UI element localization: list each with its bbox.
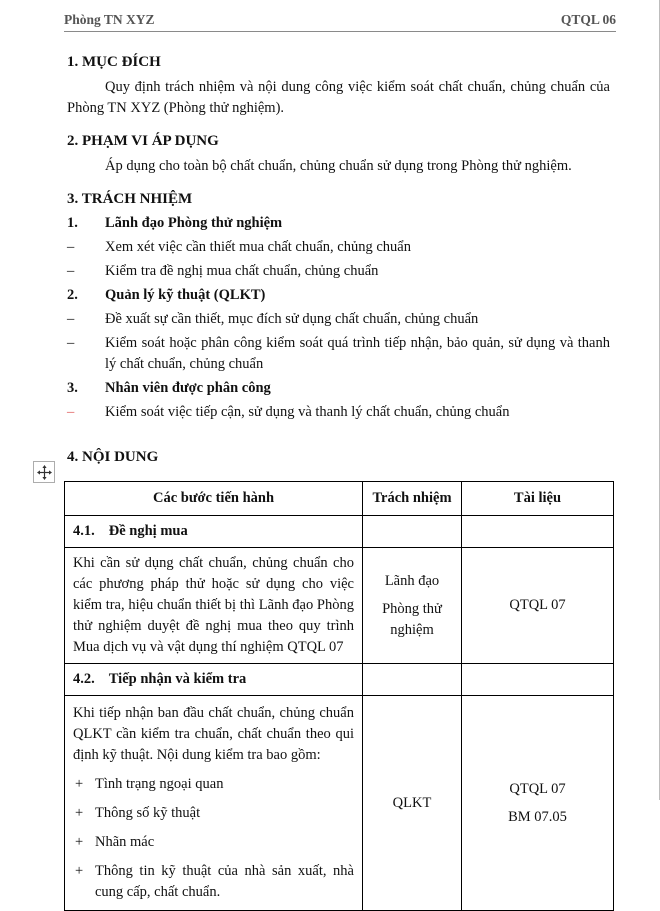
check-item-text: Thông tin kỹ thuật của nhà sản xuất, nhà cung cấp, chất chuẩn.: [95, 863, 354, 900]
section-4-heading: 4. NỘI DUNG: [67, 449, 159, 465]
bullet-text: Đề xuất sự cần thiết, mục đích sử dụng chất chuẩn, chủng chuẩn: [105, 311, 479, 327]
table-header-row: [65, 482, 614, 516]
empty-cell: [363, 516, 462, 548]
header-right-text: QTQL 06: [560, 12, 616, 27]
responsibility-item-2: [67, 285, 610, 306]
empty-cell: [462, 516, 614, 548]
bullet-item: [67, 261, 610, 282]
item-number: 1.: [67, 215, 78, 231]
step-42-document-cell: [462, 696, 614, 911]
step-title: Tiếp nhận và kiểm tra: [108, 671, 247, 687]
table-row-step-41: [65, 516, 614, 548]
bullet-text: Xem xét việc cần thiết mua chất chuẩn, chủng chuẩn: [105, 239, 411, 255]
responsibility-item-3: [67, 378, 610, 399]
responsibility-item-1: [67, 213, 610, 234]
table-move-handle[interactable]: [33, 461, 55, 483]
step-42-intro: Khi tiếp nhận ban đầu chất chuẩn, chủng chuẩn QLKT cần kiểm tra chuẩn, chất chuẩn theo qui định kỹ thuật. Nội dung kiểm tra bao gồm:: [73, 705, 354, 763]
responsible-line: Lãnh đạo: [384, 572, 440, 589]
bullet-text: Kiểm soát việc tiếp cận, sử dụng và thanh lý chất chuẩn, chủng chuẩn: [105, 404, 510, 420]
check-item: [75, 774, 354, 795]
item-title: Quản lý kỹ thuật (QLKT): [105, 287, 266, 303]
step-41-document-cell: QTQL 07: [462, 548, 614, 664]
document-line: QTQL 07: [509, 780, 566, 797]
col-header-responsibility: Trách nhiệm: [363, 482, 462, 516]
plus-marker: +: [75, 776, 84, 792]
document-line: BM 07.05: [508, 808, 567, 825]
step-42-description-cell: [65, 696, 363, 911]
step-41-description-cell: Khi cần sử dụng chất chuẩn, chủng chuẩn cho các phương pháp thử hoặc sử dụng cho việc kiểm tra, hiệu chuẩn thiết bị thì Lãnh đạo Phòng thử nghiệm duyệt đề nghị mua theo quy trình Mua dịch vụ và vật dụng thí nghiệm QTQL 07: [65, 548, 363, 664]
section-1-paragraph: Quy định trách nhiệm và nội dung công việc kiểm soát chất chuẩn, chủng chuẩn của Phòng TN XYZ (Phòng thử nghiệm).: [67, 79, 610, 116]
table-row-step-41-detail: [65, 548, 614, 664]
step-title: Đề nghị mua: [108, 523, 188, 539]
page-header: [64, 12, 616, 32]
step-42-title-cell: [65, 664, 363, 696]
document-body: [67, 40, 610, 911]
bullet-item: [67, 309, 610, 330]
dash-marker: –: [67, 239, 75, 255]
section-3-heading: 3. TRÁCH NHIỆM: [67, 191, 193, 207]
check-item-text: Nhãn mác: [95, 834, 155, 850]
col-header-documents: Tài liệu: [462, 482, 614, 516]
section-2-heading: 2. PHẠM VI ÁP DỤNG: [67, 133, 219, 149]
section-1-heading: 1. MỤC ĐÍCH: [67, 54, 161, 70]
check-item: [75, 803, 354, 824]
check-item: [75, 861, 354, 903]
bullet-item: [67, 237, 610, 258]
step-41-title-cell: [65, 516, 363, 548]
procedure-table-wrapper: [64, 481, 610, 911]
empty-cell: [363, 664, 462, 696]
bullet-text: Kiểm tra đề nghị mua chất chuẩn, chủng chuẩn: [105, 263, 379, 279]
item-number: 3.: [67, 380, 78, 396]
check-item: [75, 832, 354, 853]
responsible-line: Phòng thử nghiệm: [382, 600, 442, 638]
dash-marker: –: [67, 335, 75, 351]
step-41-responsible-cell: [363, 548, 462, 664]
plus-marker: +: [75, 863, 84, 879]
section-2-paragraph: Áp dụng cho toàn bộ chất chuẩn, chủng chuẩn sử dụng trong Phòng thử nghiệm.: [105, 158, 572, 174]
move-cross-icon: [37, 465, 52, 480]
check-item-text: Tình trạng ngoại quan: [95, 776, 224, 792]
item-number: 2.: [67, 287, 78, 303]
dash-marker: –: [67, 263, 75, 279]
item-title: Nhân viên được phân công: [105, 380, 271, 396]
bullet-item: [67, 333, 610, 375]
step-number: 4.2.: [73, 671, 95, 687]
header-left-text: Phòng TN XYZ: [64, 12, 155, 27]
col-header-steps: Các bước tiến hành: [65, 482, 363, 516]
item-title: Lãnh đạo Phòng thử nghiệm: [105, 215, 283, 231]
empty-cell: [462, 664, 614, 696]
procedure-table: [64, 481, 614, 911]
check-item-text: Thông số kỹ thuật: [95, 805, 201, 821]
bullet-item-red-dash: [67, 402, 610, 423]
table-row-step-42: [65, 664, 614, 696]
plus-marker: +: [75, 805, 84, 821]
dash-marker: –: [67, 311, 75, 327]
dash-marker-red: –: [67, 404, 75, 420]
step-42-responsible-cell: QLKT: [363, 696, 462, 911]
plus-marker: +: [75, 834, 84, 850]
bullet-text: Kiểm soát hoặc phân công kiểm soát quá trình tiếp nhận, bảo quản, sử dụng và thanh lý chất chuẩn, chủng chuẩn: [105, 335, 610, 372]
table-row-step-42-detail: [65, 696, 614, 911]
step-number: 4.1.: [73, 523, 95, 539]
